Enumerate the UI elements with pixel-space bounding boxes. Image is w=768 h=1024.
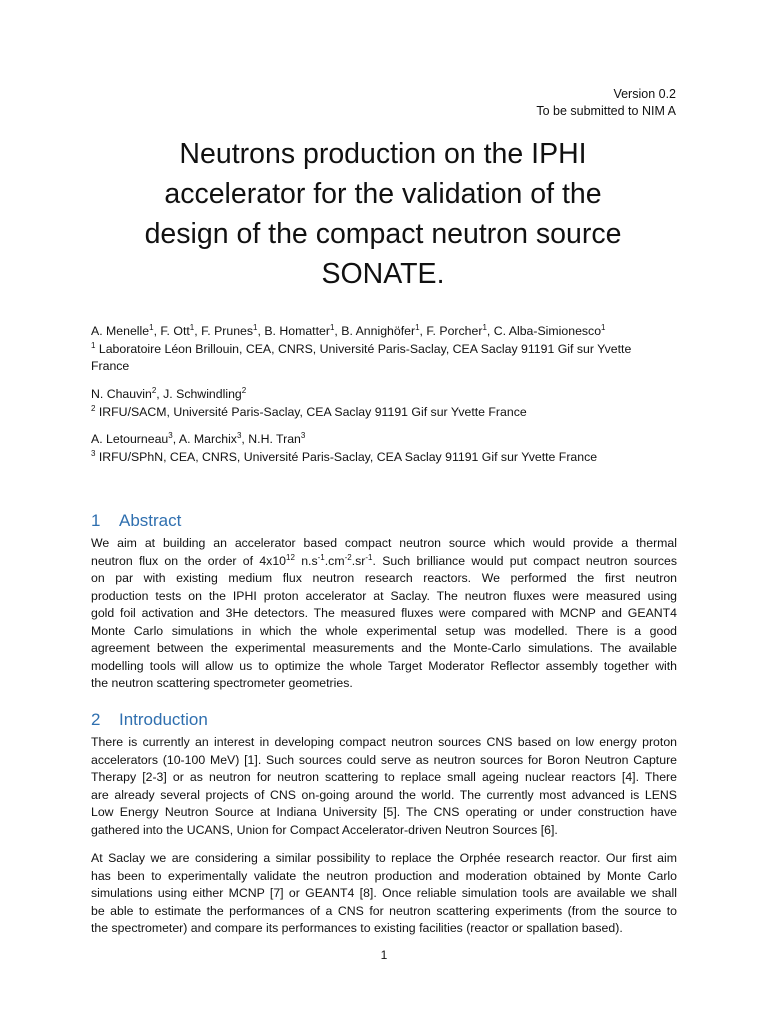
author-group-1 [91,323,677,376]
affiliation-text: Laboratoire Léon Brillouin, CEA, CNRS, Université Paris-Saclay, CEA Saclay 91191 Gif sur Yvette [98,341,632,356]
affiliation [91,341,677,359]
text-line: There is currently an interest in developing compact neutron sources CNS based on low energy proton [91,735,677,749]
affiliation-text: IRFU/SPhN, CEA, CNRS, Université Paris-Saclay, CEA Saclay 91191 Gif sur Yvette France [98,449,598,464]
text-line: gold foil activation and 3He detectors. The measured fluxes were compared with MCNP and GEANT4 [91,606,677,620]
text-line: agreement between the experimental measurements and the Monte-Carlo simulations. The available [91,641,677,655]
author-name: A. Letourneau [91,432,169,446]
text-line: be able to estimate the performances of a CNS for neutron scattering experiments (from the source to [91,903,677,918]
text-line: the neutron scattering spectrometer geometries. [91,676,353,690]
text-line: gathered into the UCANS, Union for Compact Accelerator-driven Neutron Sources [6]. [91,822,558,837]
affiliation-marker: 1 [601,323,606,332]
paper-title [90,134,676,294]
version-label: Version 0.2 [613,87,676,101]
affiliation-marker: 2 [91,403,96,413]
text-line: modelling tools will allow us to optimize the whole Target Moderator Reflector assembly together with [91,658,677,673]
section-title: Introduction [119,710,208,729]
text-line: on par with existing medium flux neutron research reactors. We performed the first neutron [91,571,677,585]
affiliation-marker: 1 [253,323,258,332]
author-name: N. Chauvin [91,387,152,401]
affiliation-marker: 2 [241,386,247,395]
text-line: Therapy [2-3] or as neutron for neutron scattering to replace small ageing nuclear reactors [4]. There [91,770,677,784]
title-line: SONATE. [321,258,445,290]
section-heading-abstract [91,510,181,532]
author-name: F. Prunes [201,324,254,338]
author-name: B. Annighöfer [341,324,416,338]
abstract-paragraph [91,535,677,693]
affiliation [91,449,677,467]
text-line: production tests on the IPHI proton accelerator at Saclay. The neutron fluxes were measured using [91,588,677,603]
author-list: A. Letourneau$^3$, A. Marchix$^3$, N.H. Tran$^3$ [91,431,306,446]
section-number: 2 [91,710,101,729]
text-line: At Saclay we are considering a similar possibility to replace the Orphée research reactor. Our first aim [91,851,677,865]
section-title: Abstract [119,511,182,530]
submission-note: To be submitted to NIM A [536,104,676,118]
affiliation-marker: 3 [236,431,242,440]
affiliation-marker: 1 [91,340,96,350]
affiliation-marker: 1 [149,323,154,332]
document-header [536,86,676,120]
affiliation-marker: 1 [189,323,195,332]
affiliation-marker: 1 [415,323,420,332]
title-line: design of the compact neutron source [144,218,622,250]
author-name: A. Menelle [91,324,150,338]
text-line: accelerators (10-100 MeV) [1]. Such sources could serve as neutron sources for Boron Neutron Capture [91,752,677,767]
author-name: F. Ott [160,324,190,338]
author-group-3 [91,431,677,466]
text-line: the spectrometer) and compare its performances to existing facilities (reactor or spallation based). [91,921,623,935]
affiliation-text: IRFU/SACM, Université Paris-Saclay, CEA Saclay 91191 Gif sur Yvette France [98,404,527,419]
text-line: simulations using either MCNP [7] or GEANT4 [8]. Once reliable simulation tools are available we shall [91,886,677,900]
introduction-paragraph-2 [91,850,677,938]
text-line: has been to experimentally validate the neutron production and moderation obtained by Monte Carlo [91,868,677,883]
author-name: J. Schwindling [163,387,242,401]
affiliation-continued: France [91,359,130,373]
author-group-2 [91,386,677,421]
text-line: Monte Carlo simulations in which the whole experimental setup was modelled. There is a good [91,623,677,638]
affiliation-marker: 1 [329,323,335,332]
section-heading-introduction [91,709,208,731]
affiliation [91,404,677,422]
title-line: accelerator for the validation of the [164,178,602,210]
affiliation-marker: 3 [300,431,306,440]
author-list: A. Menelle$^1$, F. Ott$^1$, F. Prunes$^1$, B. Homatter$^1$, B. Annighöfer$^1$, F. Porcher$^1$, C. Alba-Simionesco$^1$ [91,323,606,338]
affiliation-marker: 3 [91,448,96,458]
affiliation-marker: 3 [168,431,173,440]
author-name: B. Homatter [264,324,330,338]
author-name: F. Porcher [426,324,483,338]
title-line: Neutrons production on the IPHI [179,138,587,170]
page-number: 1 [380,948,388,962]
text-line: Low Energy Neutron Source at Indiana University [5]. The CNS operating or under construction have [91,805,677,819]
author-name: N.H. Tran [248,432,301,446]
section-number: 1 [91,511,101,530]
text-line: We aim at building an accelerator based compact neutron source which would provide a thermal [91,536,677,550]
author-name: A. Marchix [178,432,237,446]
text-line: are already several projects of CNS on-going around the world. The currently most advanced is LENS [91,787,677,802]
author-name: C. Alba-Simionesco [493,324,602,338]
text-line: neutron flux on the order of $4x10^{12}$ $n.s^{-1}.cm^{-2}.sr^{-1}$. Such brilliance would put compact neutron sources [91,552,677,568]
author-list: N. Chauvin$^2$, J. Schwindling$^2$ [91,386,247,401]
introduction-paragraph-1 [91,734,677,839]
affiliation-marker: 2 [151,386,157,395]
affiliation-marker: 1 [482,323,487,332]
